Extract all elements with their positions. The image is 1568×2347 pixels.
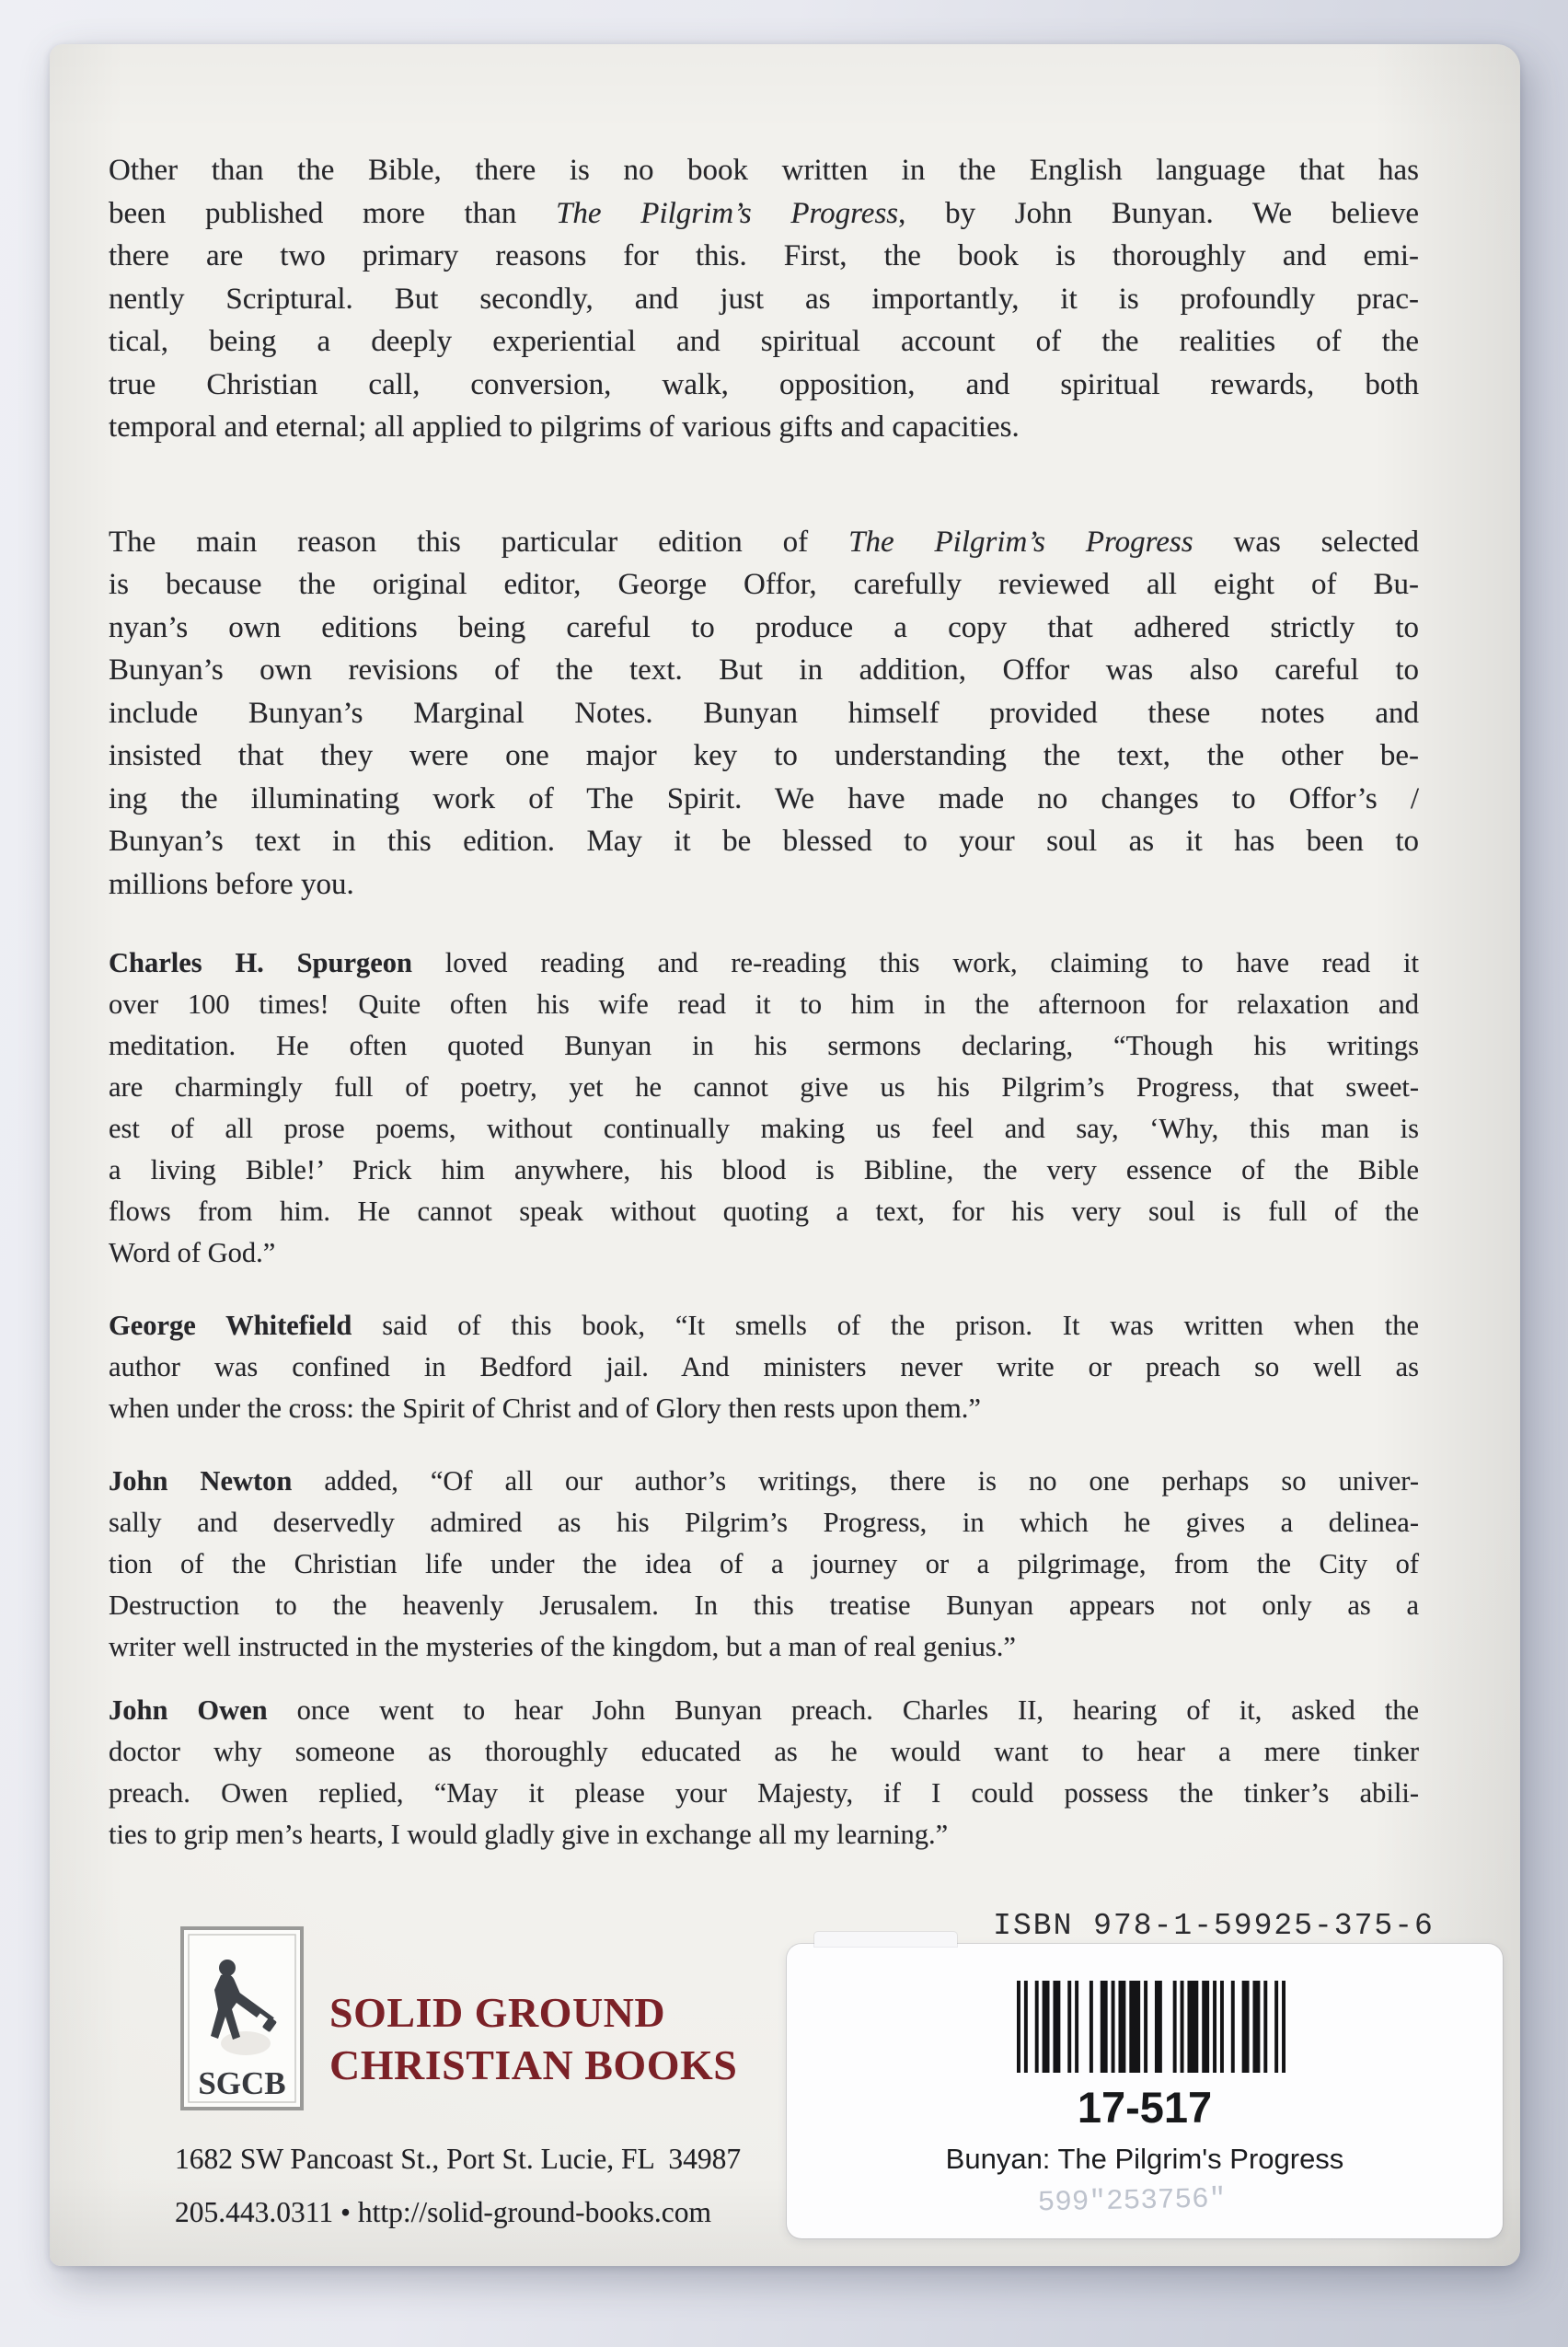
sgcb-digger-logo-icon	[179, 1925, 305, 2111]
sticker-tab	[814, 1932, 957, 1947]
paragraph: The main reason this particular edition of The Pilgrim’s Progress was selected is because the original editor, George Offor, carefully reviewed all eight of Bu- nyan’s own editions being careful to produce a copy that adhered strictly to Bunyan’s own revisions of the text. But in addition, Offor was also careful to include Bunyan’s Marginal Notes. Bunyan himself provided these notes and insisted that they were one major key to understanding the text, the other be- ing the illuminating work of The Spirit. We have made no changes to Offor’s / Bunyan’s text in this edition. May it be blessed to your soul as it has been to millions before you.	[109, 525, 1420, 901]
price-sticker	[787, 1944, 1503, 2238]
barcode-icon	[1017, 1981, 1286, 2073]
sticker-title: Bunyan: The Pilgrim's Progress	[945, 2143, 1344, 2175]
sticker-code: 17-517	[1077, 2083, 1213, 2132]
paragraph: John Newton added, “Of all our author’s writings, there is no one perhaps so univer- sally and deservedly admired as his Pilgrim’s Progress, in which he gives a delinea- tion of the Christian life under the idea of a journey or a pilgrimage, from the City of Destruction to the heavenly Jerusalem. In this treatise Bunyan appears not only as a writer well instructed in the mysteries of the kingdom, but a man of real genius.”	[109, 1465, 1419, 1662]
paragraph: Other than the Bible, there is no book written in the English language that has been published more than The Pilgrim’s Progress, by John Bunyan. We believe there are two primary reasons for this. First, the book is thoroughly and emi- nently Scriptural. But secondly, and just as importantly, it is profoundly prac- tical, being a deeply experiential and spiritual account of the realities of the true Christian call, conversion, walk, opposition, and spiritual rewards, both temporal and eternal; all applied to pilgrims of various gifts and capacities.	[109, 154, 1420, 444]
isbn-text: ISBN 978-1-59925-375-6	[993, 1909, 1435, 1943]
publisher-phone-web: 205.443.0311 • http://solid-ground-books.com	[175, 2196, 711, 2228]
publisher-address: 1682 SW Pancoast St., Port St. Lucie, FL 34987	[175, 2143, 742, 2175]
book-cover	[50, 44, 1520, 2266]
publisher-name-line2: CHRISTIAN BOOKS	[329, 2041, 738, 2088]
publisher-name-line1: SOLID GROUND	[329, 1989, 666, 2036]
sgcb-logo-text: SGCB	[198, 2065, 286, 2101]
publisher-name	[329, 1986, 737, 2091]
sgcb-logo	[179, 1925, 305, 2111]
paragraph: Charles H. Spurgeon loved reading and re-reading this work, claiming to have read it over 100 times! Quite often his wife read it to him in the afternoon for relaxation and meditation. He often quoted Bunyan in his sermons declaring, “Though his writings are charmingly full of poetry, yet he cannot give us his Pilgrim’s Progress, that sweet- est of all prose poems, without continually making us feel and say, ‘Why, this man is a living Bible!’ Prick him anywhere, his blood is Bibline, the very essence of the Bible flows from him. He cannot speak without quoting a text, for his very soul is full of the Word of God.”	[109, 947, 1419, 1268]
paragraph: John Owen once went to hear John Bunyan preach. Charles II, hearing of it, asked the doctor why someone as thoroughly educated as he would want to hear a mere tinker preach. Owen replied, “May it please your Majesty, if I could possess the tinker’s abili- ties to grip men’s hearts, I would gladly give in exchange all my learning.”	[109, 1694, 1419, 1850]
paragraph: George Whitefield said of this book, “It smells of the prison. It was written when the author was confined in Bedford jail. And ministers never write or preach so well as when under the cross: the Spirit of Christ and of Glory then rests upon them.”	[109, 1310, 1419, 1424]
sticker-ghost-digits: 599"253756"	[1037, 2183, 1227, 2220]
back-cover-text	[109, 149, 1419, 1856]
